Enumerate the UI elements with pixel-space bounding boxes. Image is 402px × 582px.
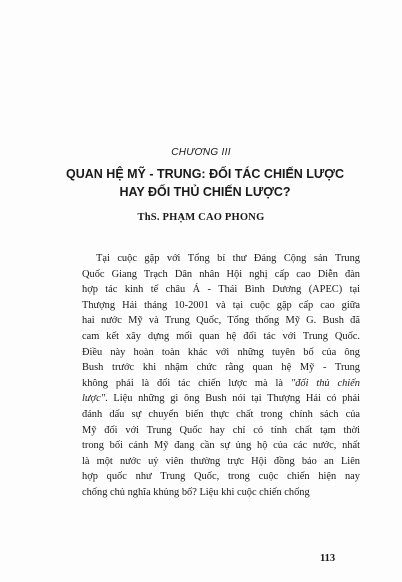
- italic-quote-end: lược": [82, 393, 106, 405]
- body-line: Thượng Hải tháng 10-2001 và tại cuộc gặp cấp cao giữa: [82, 299, 360, 311]
- chapter-title-line-2: HAY ĐỐI THỦ CHIẾN LƯỢC?: [119, 185, 291, 199]
- body-line-with-quote-end: [82, 391, 360, 407]
- italic-quote: "đối thủ chiến: [290, 377, 360, 389]
- chapter-title-line-1: QUAN HỆ MỸ - TRUNG: ĐỐI TÁC CHIẾN LƯỢC: [66, 167, 344, 181]
- chapter-heading: CHƯƠNG III: [171, 147, 231, 158]
- body-line: Điều này hoàn toàn khác với những tuyên bố của ông: [82, 346, 360, 358]
- body-line: đánh dấu sự chuyển biến thực chất trong chính sách của: [82, 408, 360, 420]
- body-line: Mỹ đối với Trung Quốc hay chỉ có tính chất tạm thời: [82, 424, 360, 436]
- body-line: hai nước Mỹ và Trung Quốc, Tổng thống Mỹ G. Bush đã: [82, 315, 360, 327]
- body-paragraph: [82, 251, 360, 501]
- body-line-with-quote: [82, 376, 360, 392]
- page-number: 113: [320, 553, 336, 564]
- body-line: là một nước uỷ viên thường trực Hội đồng bảo an Liên: [82, 455, 360, 467]
- body-line: chống chủ nghĩa khủng bố? Liệu khi cuộc chiến chống: [82, 486, 310, 498]
- body-line: trong bối cảnh Mỹ đang cần sự ủng hộ của các nước, nhất: [82, 440, 360, 452]
- body-line: cam kết xây dựng mối quan hệ đối tác với Trung Quốc.: [82, 330, 360, 342]
- body-line: hợp tác kinh tế châu Á - Thái Bình Dương (APEC) tại: [82, 284, 360, 296]
- body-line-text: . Liệu những gì ông Bush nói tại Thượng Hải có phải: [105, 393, 360, 405]
- body-line: Tại cuộc gặp với Tổng bí thư Đảng Cộng sản Trung: [96, 253, 360, 264]
- body-line: Bush trước khi nhậm chức rằng quan hệ Mỹ - Trung: [82, 362, 360, 374]
- author-name: ThS. PHẠM CAO PHONG: [137, 212, 265, 223]
- body-line: Quốc Giang Trạch Dân nhân Hội nghị cấp cao Diễn đàn: [82, 268, 360, 280]
- chapter-title: [40, 165, 370, 201]
- body-line-text: không phải là đối tác chiến lược mà là: [82, 377, 291, 389]
- body-line: hợp quốc như Trung Quốc, trong cuộc chiến hiện nay: [82, 471, 360, 483]
